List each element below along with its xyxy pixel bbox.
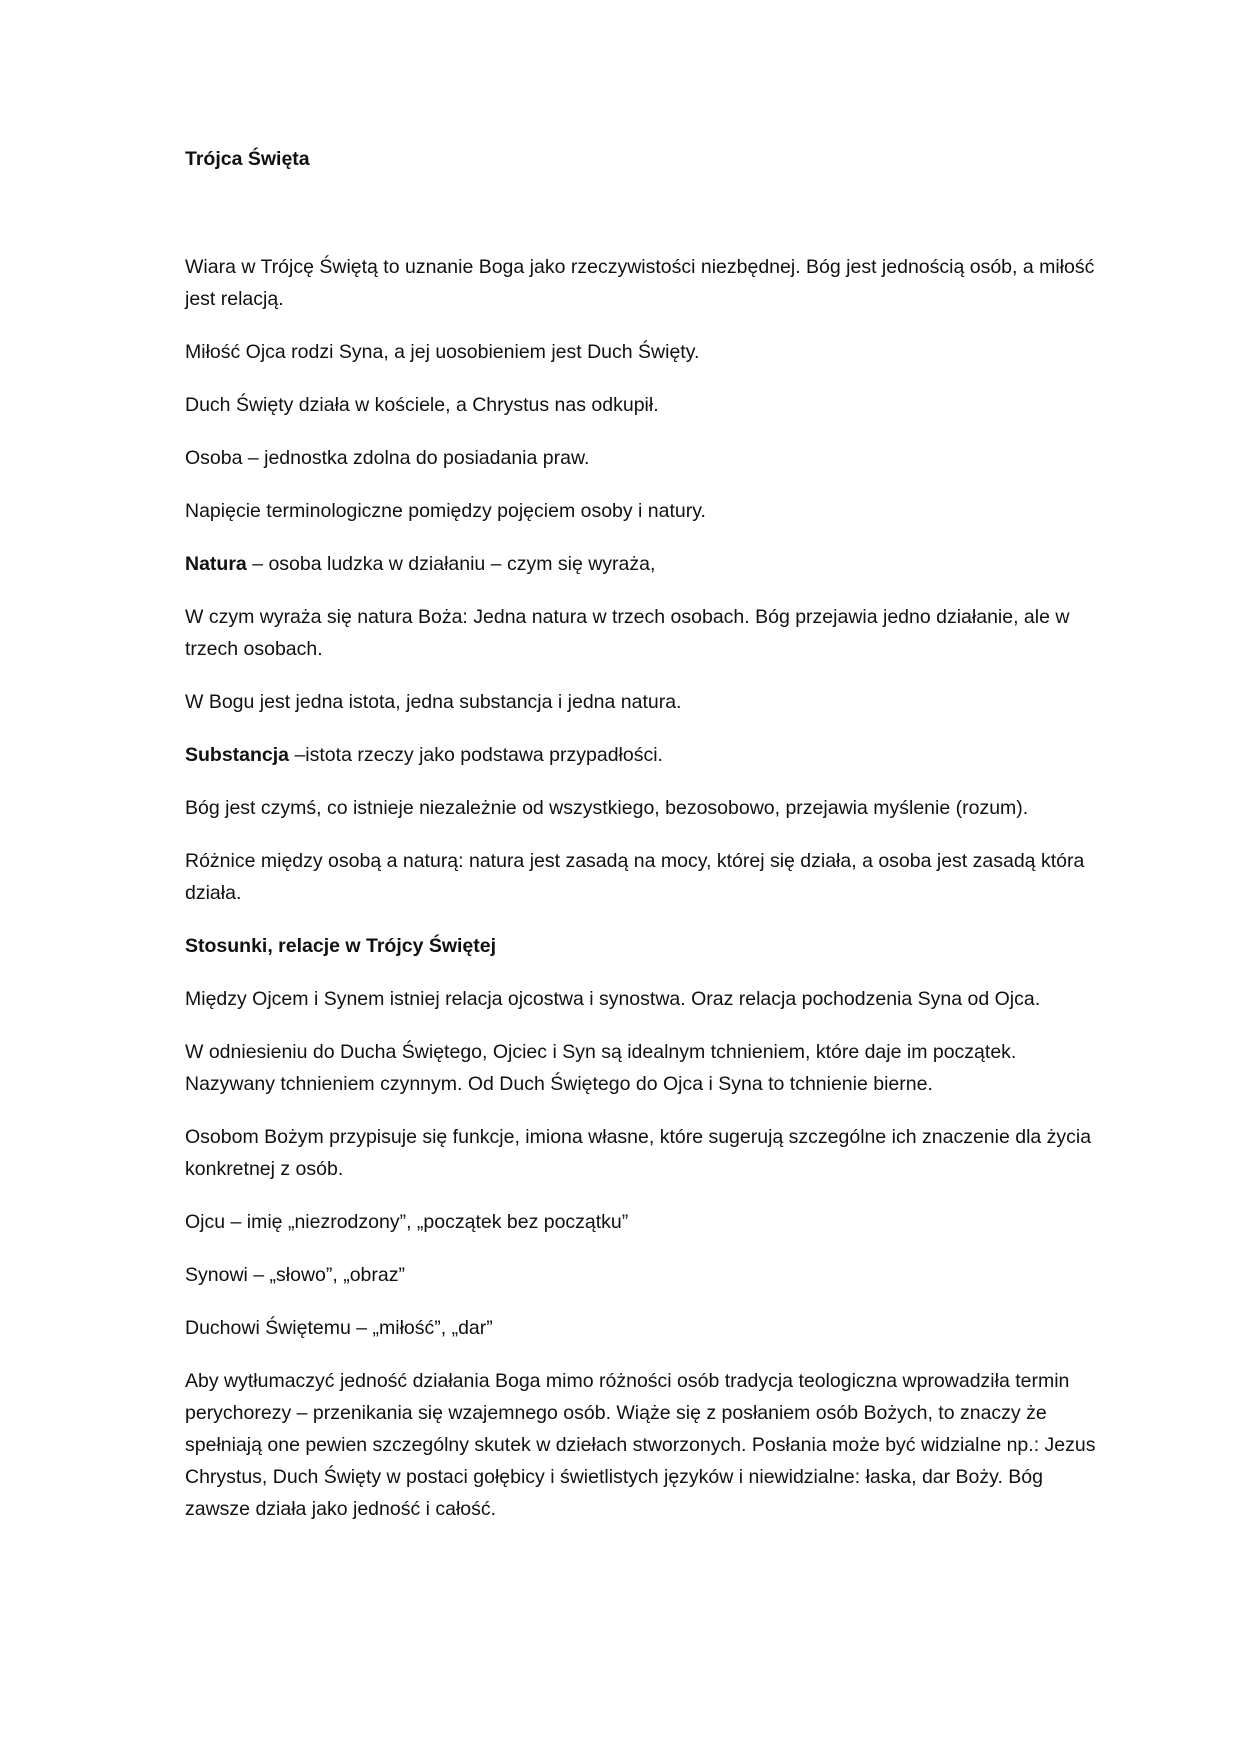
paragraph-father-son-relation: Między Ojcem i Synem istniej relacja ojcostwa i synostwa. Oraz relacja pochodzenia Syna od Ojca.: [185, 988, 1041, 1010]
section-heading-relations: Stosunki, relacje w Trójcy Świętej: [185, 935, 497, 957]
paragraph-terminology-tension: Napięcie terminologiczne pomiędzy pojęciem osoby i natury.: [185, 500, 706, 522]
document-title: Trójca Święta: [185, 148, 310, 170]
paragraph-spirit-names: Duchowi Świętemu – „miłość”, „dar”: [185, 1317, 493, 1339]
paragraph-divine-nature: W czym wyraża się natura Boża: Jedna natura w trzech osobach. Bóg przejawia jedno działanie, ale w trzech osobach.: [185, 606, 1070, 660]
paragraph-person-definition: Osoba – jednostka zdolna do posiadania praw.: [185, 447, 590, 469]
substance-definition-text: –istota rzeczy jako podstawa przypadłości.: [289, 744, 663, 766]
nature-definition-text: – osoba ludzka w działaniu – czym się wyraża,: [246, 553, 656, 575]
document-page: [185, 143, 1100, 1546]
term-nature: Natura: [185, 553, 247, 575]
paragraph-son-names: Synowi – „słowo”, „obraz”: [185, 1264, 405, 1286]
paragraph-father-love: Miłość Ojca rodzi Syna, a jej uosobieniem jest Duch Święty.: [185, 341, 700, 363]
paragraph-trinity-faith: Wiara w Trójcę Świętą to uznanie Boga jako rzeczywistości niezbędnej. Bóg jest jednością osób, a miłość jest relacją.: [185, 256, 1095, 310]
term-substance: Substancja: [185, 744, 290, 766]
paragraph-father-names: Ojcu – imię „niezrodzony”, „początek bez początku”: [185, 1211, 629, 1233]
title-spacer: [185, 175, 1100, 251]
paragraph-perichoresis: Aby wytłumaczyć jedność działania Boga mimo różności osób tradycja teologiczna wprowadziła termin perychorezy – przenikania się wzajemnego osób. Wiąże się z posłaniem osób Bożych, to znaczy że spełniają one pewien szczególny skutek w dziełach stworzonych. Posłania może być widzialne np.: Jezus Chrystus, Duch Święty w postaci gołębicy i świetlistych języków i niewidzialne: łaska, dar Boży. Bóg zawsze działa jako jedność i całość.: [185, 1370, 1096, 1520]
paragraph-substance-definition: [185, 739, 1100, 771]
paragraph-god-exists: Bóg jest czymś, co istnieje niezależnie od wszystkiego, bezosobowo, przejawia myślenie (rozum).: [185, 797, 1029, 819]
paragraph-nature-definition: [185, 548, 1100, 580]
paragraph-divine-persons-functions: Osobom Bożym przypisuje się funkcje, imiona własne, które sugerują szczególne ich znaczenie dla życia konkretnej z osób.: [185, 1126, 1092, 1180]
paragraph-spiration: W odniesieniu do Ducha Świętego, Ojciec i Syn są idealnym tchnieniem, które daje im początek. Nazywany tchnieniem czynnym. Od Duch Świętego do Ojca i Syna to tchnienie bierne.: [185, 1041, 1017, 1095]
paragraph-one-essence: W Bogu jest jedna istota, jedna substancja i jedna natura.: [185, 691, 682, 713]
paragraph-person-nature-differences: Różnice między osobą a naturą: natura jest zasadą na mocy, której się działa, a osoba jest zasadą która działa.: [185, 850, 1085, 904]
paragraph-holy-spirit-church: Duch Święty działa w kościele, a Chrystus nas odkupił.: [185, 394, 659, 416]
